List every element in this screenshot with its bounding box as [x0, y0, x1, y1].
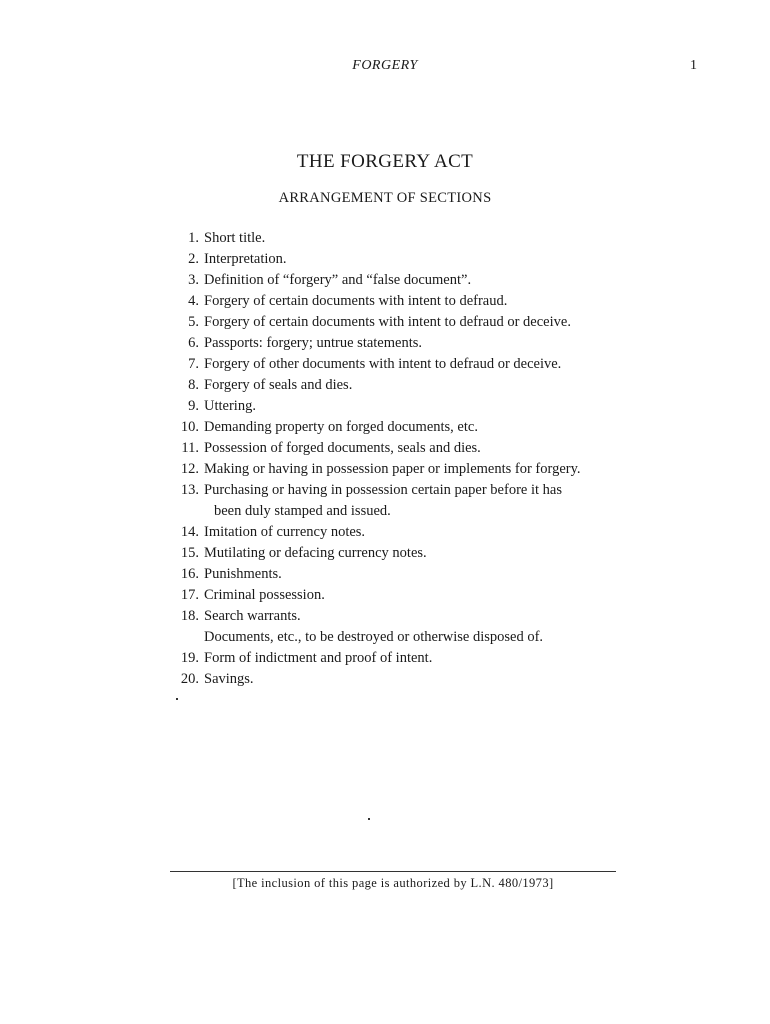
section-number: 6. [188, 335, 199, 351]
section-title-text: Definition of “forgery” and “false document”. [204, 272, 472, 288]
section-number: 8. [188, 377, 199, 393]
section-title-continuation: been duly stamped and issued. [214, 503, 391, 519]
sections-list [168, 228, 638, 690]
list-item [168, 648, 638, 669]
section-title [204, 375, 638, 396]
section-title-text: Search warrants. [204, 608, 301, 624]
section-number: 17. [180, 587, 199, 603]
section-number: 13. [180, 482, 199, 498]
list-item [168, 564, 638, 585]
section-title-text: Forgery of certain documents with intent to defraud or deceive. [204, 314, 571, 330]
list-item [168, 396, 638, 417]
list-item [168, 291, 638, 312]
section-title-text: Documents, etc., to be destroyed or otherwise disposed of. [204, 629, 544, 645]
section-number: 12. [180, 461, 199, 477]
section-number: 2. [188, 251, 199, 267]
section-title-text: Interpretation. [204, 251, 287, 267]
footer-rule [170, 871, 616, 872]
list-item [168, 480, 638, 522]
section-title-text: Forgery of seals and dies. [204, 377, 353, 393]
running-head: FORGERY [352, 58, 418, 73]
section-number: 9. [188, 398, 199, 414]
list-item [168, 585, 638, 606]
section-number: 7. [188, 356, 199, 372]
section-number: 10. [180, 419, 199, 435]
section-title [204, 543, 638, 564]
list-item [168, 333, 638, 354]
list-item [168, 375, 638, 396]
section-title [204, 417, 638, 438]
section-title-text: Mutilating or defacing currency notes. [204, 545, 427, 561]
scan-speck [368, 818, 370, 820]
section-title [204, 228, 638, 249]
section-title [204, 459, 638, 480]
section-title-text: Passports: forgery; untrue statements. [204, 335, 423, 351]
list-item [168, 417, 638, 438]
section-number: 16. [180, 566, 199, 582]
list-item [168, 228, 638, 249]
list-item [168, 312, 638, 333]
section-title-text: Possession of forged documents, seals and dies. [204, 440, 481, 456]
section-title [204, 564, 638, 585]
section-number: 19. [180, 650, 199, 666]
list-item [168, 627, 638, 648]
section-title [204, 606, 638, 627]
section-title-text: Forgery of certain documents with intent to defraud. [204, 293, 508, 309]
section-title-text: Imitation of currency notes. [204, 524, 366, 540]
list-item [168, 543, 638, 564]
section-title-text: Criminal possession. [204, 587, 325, 603]
list-item [168, 669, 638, 690]
section-title-text: Short title. [204, 230, 266, 246]
section-title [204, 270, 638, 291]
section-title-text: Uttering. [204, 398, 256, 414]
list-item [168, 606, 638, 627]
arrangement-heading: ARRANGEMENT OF SECTIONS [278, 190, 492, 206]
section-number: 14. [180, 524, 199, 540]
list-item [168, 438, 638, 459]
section-title [204, 522, 638, 543]
section-title [204, 354, 638, 375]
section-title [204, 648, 638, 669]
section-title [204, 333, 638, 354]
section-title [204, 312, 638, 333]
section-number: 11. [181, 440, 199, 456]
section-number: 18. [180, 608, 199, 624]
section-number: 4. [188, 293, 199, 309]
section-title-text: Forgery of other documents with intent to defraud or deceive. [204, 356, 562, 372]
section-title [204, 480, 638, 522]
section-title-text: Making or having in possession paper or implements for forgery. [204, 461, 581, 477]
section-title [204, 438, 638, 459]
scan-speck [176, 698, 178, 700]
act-title: THE FORGERY ACT [296, 151, 474, 172]
list-item [168, 270, 638, 291]
page-number: 1 [690, 58, 697, 73]
section-title [204, 669, 638, 690]
section-title-text: Savings. [204, 671, 254, 687]
section-title [204, 627, 638, 648]
section-title [204, 249, 638, 270]
section-number: 5. [188, 314, 199, 330]
list-item [168, 354, 638, 375]
section-title-text: Punishments. [204, 566, 282, 582]
section-title [204, 585, 638, 606]
list-item [168, 249, 638, 270]
section-title-text: Demanding property on forged documents, etc. [204, 419, 478, 435]
list-item [168, 459, 638, 480]
section-title-text: Form of indictment and proof of intent. [204, 650, 433, 666]
section-number: 3. [188, 272, 199, 288]
list-item [168, 522, 638, 543]
section-number: 15. [180, 545, 199, 561]
footer-note: [The inclusion of this page is authorized by L.N. 480/1973] [232, 876, 554, 890]
section-number: 1. [188, 230, 199, 246]
section-number: 20. [180, 671, 199, 687]
section-title [204, 396, 638, 417]
section-title [204, 291, 638, 312]
section-title-text: Purchasing or having in possession certain paper before it has [204, 482, 562, 498]
